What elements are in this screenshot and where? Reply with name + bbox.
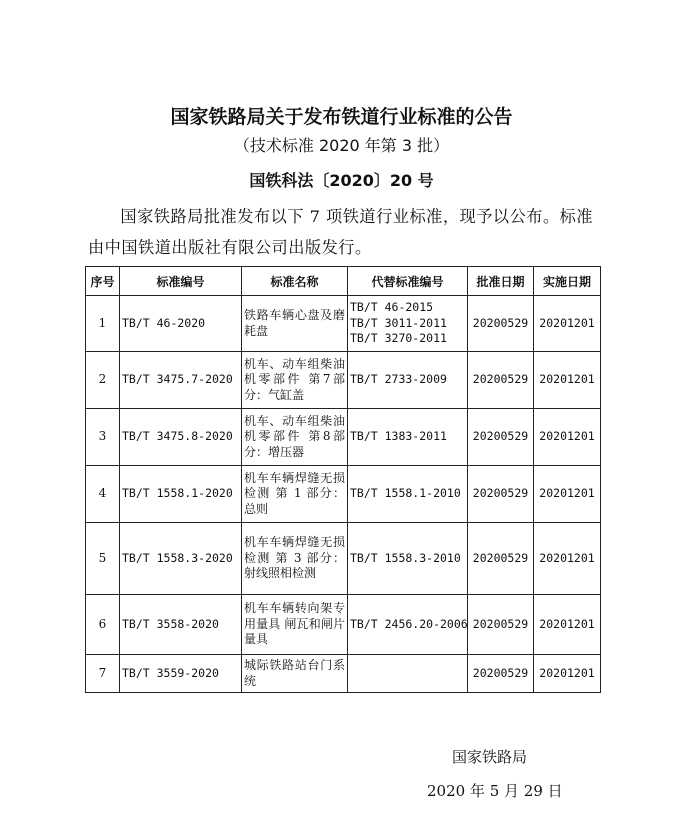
row-code: TB/T 46-2020 [120,296,242,352]
header-effective: 实施日期 [534,267,601,296]
replaces-item: TB/T 1558.1-2010 [350,486,461,501]
row-code: TB/T 1558.1-2020 [120,466,242,523]
row-effective: 20201201 [534,466,601,523]
document-title: 国家铁路局关于发布铁道行业标准的公告 [170,106,513,128]
row-no: 2 [86,352,120,409]
row-name: 机车车辆焊缝无损检测 第 1 部分：总则 [242,466,348,523]
standards-table [85,266,601,693]
row-replaces [348,595,468,655]
row-name: 城际铁路站台门系统 [242,655,348,693]
row-effective: 20201201 [534,409,601,466]
table-row [86,466,601,523]
row-code: TB/T 3559-2020 [120,655,242,693]
header-replaces: 代替标准编号 [348,267,468,296]
replaces-item: TB/T 2456.20-2006 [350,616,468,631]
replaces-item: TB/T 3011-2011 [350,315,447,330]
table-row [86,409,601,466]
row-approved: 20200529 [468,409,534,466]
table-row [86,523,601,595]
row-effective: 20201201 [534,655,601,693]
row-no: 4 [86,466,120,523]
row-approved: 20200529 [468,523,534,595]
row-effective: 20201201 [534,352,601,409]
row-approved: 20200529 [468,466,534,523]
document-number: 国铁科法〔2020〕20 号 [249,171,434,190]
row-code: TB/T 3558-2020 [120,595,242,655]
issuer-signature: 国家铁路局 [452,748,528,766]
replaces-item: TB/T 46-2015 [350,300,434,315]
table-row [86,296,601,352]
row-replaces [348,296,468,352]
row-code: TB/T 3475.8-2020 [120,409,242,466]
row-code: TB/T 1558.3-2020 [120,523,242,595]
row-effective: 20201201 [534,296,601,352]
row-replaces [348,409,468,466]
row-no: 1 [86,296,120,352]
row-no: 3 [86,409,120,466]
replaces-item: TB/T 2733-2009 [350,372,447,387]
replaces-item: TB/T 1558.3-2010 [350,550,461,565]
table-row [86,352,601,409]
header-no: 序号 [86,267,120,296]
row-replaces [348,352,468,409]
row-name: 机车车辆焊缝无损检测 第 3 部分：射线照相检测 [242,523,348,595]
replaces-item: TB/T 3270-2011 [350,331,447,346]
row-effective: 20201201 [534,523,601,595]
row-approved: 20200529 [468,595,534,655]
row-approved: 20200529 [468,655,534,693]
header-code: 标准编号 [120,267,242,296]
row-replaces [348,466,468,523]
document-subtitle: （技术标准 2020 年第 3 批） [233,136,450,155]
table-row [86,655,601,693]
row-no: 5 [86,523,120,595]
issue-date: 2020 年 5 月 29 日 [427,782,563,800]
row-replaces [348,655,468,693]
row-no: 7 [86,655,120,693]
table-header-row [86,267,601,296]
header-name: 标准名称 [242,267,348,296]
row-effective: 20201201 [534,595,601,655]
row-approved: 20200529 [468,296,534,352]
replaces-item: TB/T 1383-2011 [350,429,447,444]
row-replaces [348,523,468,595]
row-no: 6 [86,595,120,655]
row-approved: 20200529 [468,352,534,409]
row-code: TB/T 3475.7-2020 [120,352,242,409]
table-row [86,595,601,655]
header-approved: 批准日期 [468,267,534,296]
row-name: 机车车辆转向架专用量具 闸瓦和闸片量具 [242,595,348,655]
row-name: 机车、动车组柴油机零部件 第7部分：气缸盖 [242,352,348,409]
row-name: 机车、动车组柴油机零部件 第8部分：增压器 [242,409,348,466]
row-name: 铁路车辆心盘及磨耗盘 [242,296,348,352]
body-paragraph: 国家铁路局批准发布以下 7 项铁道行业标准，现予以公布。标准由中国铁道出版社有限公司出版发行。 [88,207,594,257]
